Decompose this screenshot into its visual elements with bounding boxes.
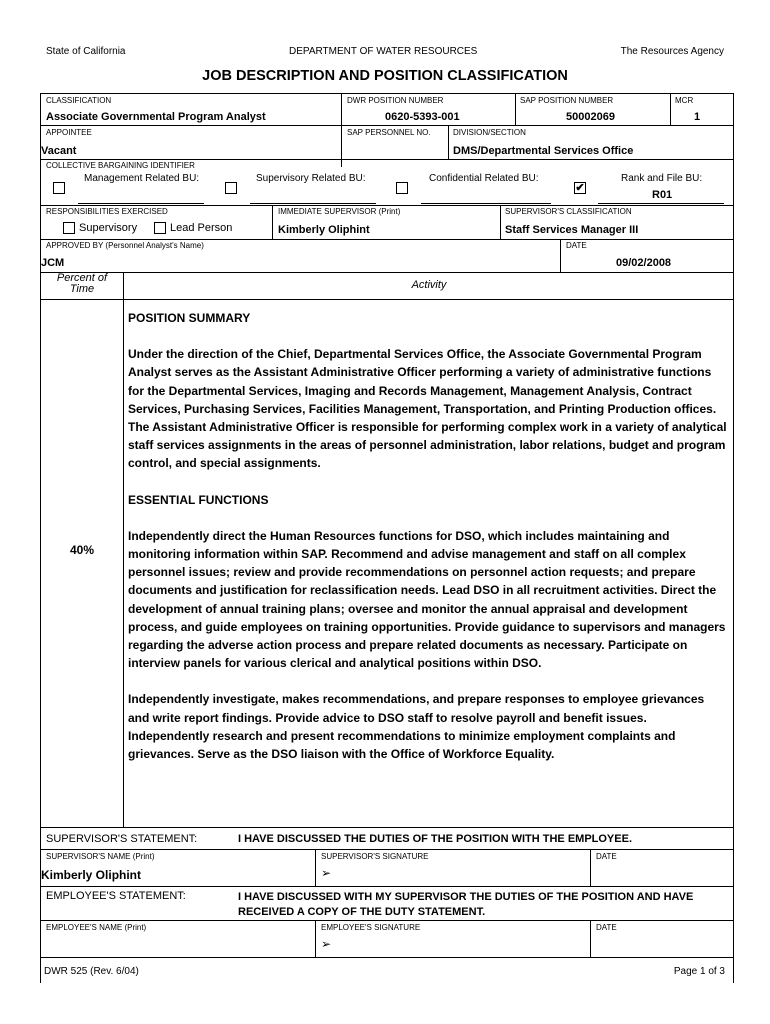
mcr-field[interactable]: 1 — [694, 111, 701, 123]
appointee-field[interactable]: Vacant — [41, 145, 77, 157]
supervisor-statement-label: SUPERVISOR'S STATEMENT: — [46, 833, 198, 845]
frame-top — [40, 93, 734, 94]
supervisor-signature-field[interactable] — [321, 866, 331, 880]
supervisor-name-label: SUPERVISOR'S NAME (Print) — [46, 852, 155, 861]
position-summary-heading: POSITION SUMMARY — [128, 311, 251, 325]
header-state: State of California — [46, 46, 126, 57]
sap-personnel-label: SAP PERSONNEL NO. — [347, 128, 431, 137]
supervisor-classification-label: SUPERVISOR'S CLASSIFICATION — [505, 207, 632, 216]
supervisor-name-field[interactable]: Kimberly Oliphint — [41, 868, 142, 882]
mcr-label: MCR — [675, 96, 694, 105]
supervisor-classification-field[interactable]: Staff Services Manager III — [505, 224, 639, 236]
classification-field[interactable]: Associate Governmental Program Analyst — [46, 111, 266, 123]
employee-signature-field[interactable] — [321, 937, 331, 951]
signature-arrow-icon: ➢ — [321, 937, 332, 951]
confidential-bu-checkbox[interactable] — [396, 182, 408, 194]
approved-by-label: APPROVED BY (Personnel Analyst's Name) — [46, 241, 204, 250]
activity-content — [128, 309, 728, 763]
management-bu-label: Management Related BU: — [84, 173, 200, 184]
supervisory-bu-checkbox[interactable] — [225, 182, 237, 194]
percent-header: Percent of Time — [56, 272, 108, 295]
page-number: Page 1 of 3 — [673, 966, 725, 977]
immediate-supervisor-label: IMMEDIATE SUPERVISOR (Print) — [278, 207, 401, 216]
percent-value: 40% — [69, 543, 95, 557]
supervisor-date-label: DATE — [596, 852, 617, 861]
rank-file-bu-label: Rank and File BU: — [621, 173, 703, 184]
employee-name-label: EMPLOYEE'S NAME (Print) — [46, 923, 147, 932]
supervisor-signature-label: SUPERVISOR'S SIGNATURE — [321, 852, 429, 861]
bargaining-label: COLLECTIVE BARGAINING IDENTIFIER — [46, 161, 195, 170]
supervisory-checkbox[interactable] — [63, 222, 75, 234]
employee-signature-label: EMPLOYEE'S SIGNATURE — [321, 923, 421, 932]
signature-arrow-icon: ➢ — [321, 866, 332, 880]
responsibilities-label: RESPONSIBILITIES EXERCISED — [46, 207, 168, 216]
header-department: DEPARTMENT OF WATER RESOURCES — [289, 46, 478, 57]
sap-position-label: SAP POSITION NUMBER — [520, 96, 614, 105]
essential-functions-heading: ESSENTIAL FUNCTIONS — [128, 492, 269, 507]
essential-function-paragraph-1: Independently direct the Human Resources functions for DSO, which includes maintaining and monitoring information within SAP. Recommend and advise management and staff on all complex personnel issues; review and provide recommendations on personnel action requests; and prepare documents and justification for reclassification needs. Lead DSO in all recruitment activities. Direct the development of annual training plans; oversee and monitor the annual appraisal and development process, and guide employees on training opportunities. Provide guidance to supervisors and managers regarding the adverse action process and prepare related documents as necessary. Participate on interview panels for various clerical and analytical positions within DSO. — [128, 528, 726, 671]
rank-file-bu-field[interactable]: R01 — [652, 189, 673, 201]
division-label: DIVISION/SECTION — [453, 128, 526, 137]
form-title: JOB DESCRIPTION AND POSITION CLASSIFICATION — [202, 68, 568, 84]
lead-person-checkbox[interactable] — [154, 222, 166, 234]
dwr-position-field[interactable]: 0620-5393-001 — [385, 111, 460, 123]
management-bu-checkbox[interactable] — [53, 182, 65, 194]
dwr-position-label: DWR POSITION NUMBER — [347, 96, 444, 105]
supervisor-statement-text: I HAVE DISCUSSED THE DUTIES OF THE POSITION WITH THE EMPLOYEE. — [238, 833, 632, 845]
employee-date-label: DATE — [596, 923, 617, 932]
division-field[interactable]: DMS/Departmental Services Office — [453, 145, 634, 157]
sap-position-field[interactable]: 50002069 — [566, 111, 615, 123]
checkmark-icon: ✔ — [575, 182, 585, 194]
immediate-supervisor-field[interactable]: Kimberly Oliphint — [278, 224, 370, 236]
approved-by-field[interactable]: JCM — [41, 257, 65, 269]
essential-function-paragraph-2: Independently investigate, makes recommendations, and prepare responses to employee grievances and write report findings. Provide advice to DSO staff to resolve payroll and benefit issues. Independently research and present recommendations to minimize employment complaints and grievances. Serve as the DSO liaison with the Office of Workforce Equality. — [128, 692, 705, 762]
appointee-label: APPOINTEE — [46, 128, 92, 137]
activity-header: Activity — [411, 279, 447, 291]
approval-date-field[interactable]: 09/02/2008 — [616, 257, 672, 269]
position-summary-text: Under the direction of the Chief, Departmental Services Office, the Associate Governmental Program Analyst serves as the Assistant Administrative Officer performing a variety of administrative functions for the Departmental Services, Imaging and Records Management, Management Analysis, Contract Services, Purchasing Services, Facilities Management, Transportation, and Printing Production offices. The Assistant Administrative Officer is responsible for performing complex work in a variety of analytical staff services assignments in the areas of personnel administration, labor relations, budget and program control, and special assignments. — [128, 347, 727, 471]
header-agency: The Resources Agency — [620, 46, 724, 57]
lead-person-option-label: Lead Person — [170, 222, 233, 234]
classification-label: CLASSIFICATION — [46, 96, 112, 105]
supervisory-option-label: Supervisory — [79, 222, 138, 234]
employee-statement-text: I HAVE DISCUSSED WITH MY SUPERVISOR THE DUTIES OF THE POSITION AND HAVE RECEIVED A COPY OF THE DUTY STATEMENT. — [238, 891, 694, 918]
employee-statement-label: EMPLOYEE'S STATEMENT: — [46, 890, 186, 902]
form-number: DWR 525 (Rev. 6/04) — [44, 966, 139, 977]
rank-file-bu-checkbox[interactable] — [574, 182, 586, 194]
approval-date-label: DATE — [566, 241, 587, 250]
confidential-bu-label: Confidential Related BU: — [429, 173, 539, 184]
supervisory-bu-label: Supervisory Related BU: — [256, 173, 366, 184]
